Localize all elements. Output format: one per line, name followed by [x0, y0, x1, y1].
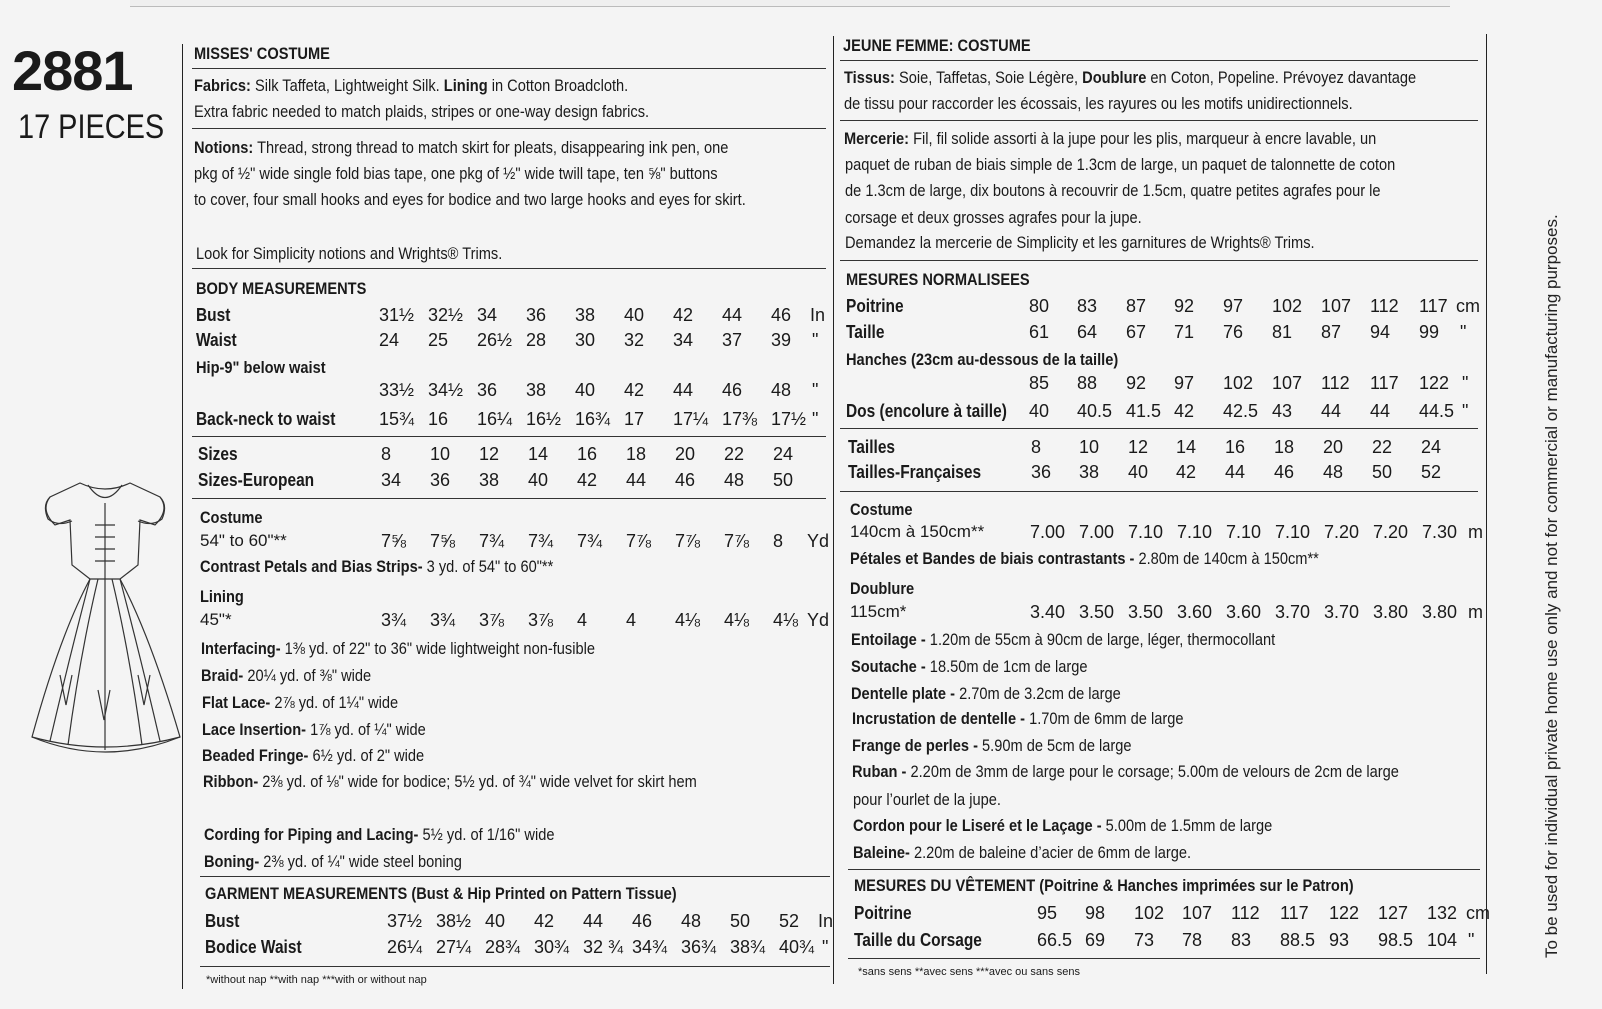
- beaded-fringe-line: Beaded Fringe- 6½ yd. of 2" wide: [202, 746, 425, 765]
- notions-line-1: Notions: Thread, strong thread to match skirt for pleats, disappearing ink pen, one: [194, 138, 729, 157]
- column-divider-left: [182, 44, 183, 989]
- interfacing-line: Interfacing- 1⅜ yd. of 22" to 36" wide lightweight non-fusible: [201, 639, 595, 658]
- lace-insertion-line: Lace Insertion- 1⅞ yd. of ¼" wide: [202, 720, 426, 739]
- dentelle-line: Dentelle plate - 2.70m de 3.2cm de large: [851, 684, 1121, 703]
- ribbon-line: Ribbon- 2⅜ yd. of ⅛" wide for bodice; 5½ yd. of ¾" wide velvet for skirt hem: [203, 772, 697, 791]
- pattern-number: 2881: [12, 39, 133, 102]
- vetement-title: MESURES DU VÊTEMENT (Poitrine & Hanches imprimées sur le Patron): [854, 876, 1354, 895]
- baleine-line: Baleine- 2.20m de baleine d’acier de 6mm de large.: [853, 843, 1192, 862]
- boning-line: Boning- 2⅜ yd. of ¼" wide steel boning: [204, 852, 462, 871]
- entoilage-line: Entoilage - 1.20m de 55cm à 90cm de large, léger, thermocollant: [851, 630, 1276, 649]
- look-for: Look for Simplicity notions and Wrights® Trims.: [196, 244, 503, 263]
- frange-line: Frange de perles - 5.90m de 5cm de large: [852, 736, 1132, 755]
- braid-line: Braid- 20¼ yd. of ⅜" wide: [201, 666, 372, 685]
- garment-measurements-title: GARMENT MEASUREMENTS (Bust & Hip Printed on Pattern Tissue): [205, 884, 677, 903]
- flat-lace-line: Flat Lace- 2⅞ yd. of 1¼" wide: [202, 693, 399, 712]
- hip-label: Hip-9" below waist: [196, 358, 326, 377]
- envelope-edge: [130, 0, 1450, 7]
- notions-line-3: to cover, four small hooks and eyes for bodice and two large hooks and eyes for skirt.: [194, 190, 746, 209]
- soutache-line: Soutache - 18.50m de 1cm de large: [851, 657, 1088, 676]
- doublure-label: Doublure: [850, 579, 915, 598]
- right-footnote: *sans sens **avec sens ***avec ou sans sens: [858, 966, 1080, 978]
- mercerie-line-3: de 1.3cm de large, dix boutons à recouvrir de 1.5cm, quatre petites agrafes pour le: [845, 181, 1381, 200]
- petales-line: Pétales et Bandes de biais contrastants - 2.80m de 140cm à 150cm**: [850, 549, 1319, 568]
- mesures-title: MESURES NORMALISEES: [846, 270, 1030, 289]
- right-title: JEUNE FEMME: COSTUME: [843, 36, 1031, 55]
- tissus-line: Tissus: Soie, Taffetas, Soie Légère, Doublure en Coton, Popeline. Prévoyez davantage: [844, 68, 1417, 87]
- contrast-line: Contrast Petals and Bias Strips- 3 yd. of 54" to 60"**: [200, 557, 554, 576]
- usage-side-note: To be used for individual private home use only and not for commercial or manufacturing purposes.: [1542, 214, 1561, 958]
- mercerie-line-1: Mercerie: Fil, fil solide assorti à la jupe pour les plis, marqueur à encre lavable, un: [844, 129, 1377, 148]
- body-measurements-title: BODY MEASUREMENTS: [196, 279, 367, 298]
- column-divider-right: [1486, 34, 1487, 974]
- ruban-line-2: pour l’ourlet de la jupe.: [853, 790, 1001, 809]
- right-costume-label: Costume: [850, 500, 913, 519]
- cordon-line: Cordon pour le Liseré et le Laçage - 5.00m de 1.5mm de large: [853, 816, 1273, 835]
- incrustation-line: Incrustation de dentelle - 1.70m de 6mm de large: [852, 709, 1184, 728]
- tissus-line-2: de tissu pour raccorder les écossais, les rayures ou les motifs unidirectionnels.: [844, 94, 1353, 113]
- costume-illustration: [20, 475, 190, 760]
- mercerie-line-4: corsage et deux grosses agrafes pour la jupe.: [845, 208, 1142, 227]
- pattern-envelope-back: 2881 17 PIECES MISSES' COSTUME Fabrics: Silk Taffeta, Lightweight Silk. Lining in Cotton Broadcloth. Extra fabric needed to match plaids, stripes or one-way design fabrics. Notions: Thread, strong thread to match skirt for pleats, disappearing ink pen, one pkg of ½" wide single fold bias tape, one pkg of ½" wide twill tape, ten ⅝" buttons to cover, four small hooks and eyes for bodice and two large hooks and eyes for skirt. Look for Simplicity notions and Wrights® Trims. BODY MEASUREMENTS Bust 31½ 32½ 34 36 38 40 42 44 46 In Waist 24 25 26½ 28 30 32 34 37 39 " Hip-9" below waist 33½ 34½ 36 38 40 42 44 46 48 " Back-neck to waist 15¾ 16 16¼ 16½ 16¾ 17 17¼ 17⅜ 17½ " Sizes 8 10 12 14 16 18 20 22 24 Sizes-European 34 36 38 40 42 44 46 48 50 Costume 54" to 60"** 7⅝ 7⅝ 7¾ 7¾ 7¾ 7⅞ 7⅞ 7⅞ 8 Yd Contrast Petals and Bias Strips- 3 yd. of 54" to 60"** Lining 45"* 3¾ 3¾ 3⅞ 3⅞ 4 4 4⅛ 4⅛ 4⅛ Yd Interfacing- 1⅜ yd. of 22" to 36" wide lightweight non-fusible Braid- 20¼ yd. of ⅜" wide Flat Lace- 2⅞ yd. of 1¼" wide Lace Insertion- 1⅞ yd. of ¼" wide Beaded Fringe- 6½ yd. of 2" wide Ribbon- 2⅜ yd. of ⅛" wide for bodice; 5½ yd. of ¾" wide velvet for skirt hem Cording for Piping and Lacing- 5½ yd. of 1/16" wide Boning- 2⅜ yd. of ¼" wide steel boning GARMENT MEASUREMENTS (Bust & Hip Printed on Pattern Tissue) Bust 37½ 38½ 40 42 44 46 48 50 52 In Bodice Waist 26¼ 27¼ 28¾ 30¾ 32 ¾ 34¾ 36¾ 38¾ 40¾ " *without nap **with nap ***with or without nap JEUNE FEMME: COSTUME Tissus: Soie, Taffetas, Soie Légère, Doublure en Coton, Popeline. Prévoyez davantage de tissu pour raccorder les écossais, les rayures ou les motifs unidirectionnels. Mercerie: Fil, fil solide assorti à la jupe pour les plis, marqueur à encre lavable, un paquet de ruban de biais simple de 1.3cm de large, un paquet de talonnette de coton de 1.3cm de large, dix boutons à recouvrir de 1.5cm, quatre petites agrafes pour le corsage et deux grosses agrafes pour la jupe. Demandez la mercerie de Simplicity et les garnitures de Wrights® Trims. MESURES NORMALISEES Poitrine 80 83 87 92 97 102 107 112 117 cm Taille 61 64 67 71 76 81 87 94 99 " Hanches (23cm au-dessous de la taille) 85 88 92 97 102 107 112 117 122 " Dos (encolure à taille) 40 40.5 41.5 42 42.5 43 44 44 44.5 " Tailles 8 10 12 14 16 18 20 22 24 Tailles-Françaises 36 38 40 42 44 46 48 50 52 Costume 140cm à 150cm** 7.00 7.00 7.10 7.10 7.10 7.10 7.20 7.20 7.30 m Pétales et Bandes de biais contrastants - 2.80m de 140cm à 150cm** Doublure 115cm* 3.40 3.50 3.50 3.60 3.60 3.70 3.70 3.80 3.80 m Entoilage - 1.20m de 55cm à 90cm de large, léger, thermocollant Soutache - 18.50m de 1cm de large Dentelle plate - 2.70m de 3.2cm de large Incrustation de dentelle - 1.70m de 6mm de large Frange de perles - 5.90m de 5cm de large Ruban - 2.20m de 3mm de large pour le corsage; 5.00m de velours de 2cm de large pour l’ourlet de la jupe. Cordon pour le Liseré et le Laçage - 5.00m de 1.5mm de large Baleine- 2.20m de baleine d’acier de 6mm de large. MESURES DU VÊTEMENT (Poitrine & Hanches imprimées sur le Patron) Poitrine 95 98 102 107 112 117 122 127 132 cm Taille du Corsage 66.5 69 73 78 83 88.5 93 98.5 104 " *sans sens **avec sens ***avec ou sans sens To be used for individual private home use only and not for commercial or manufacturing purposes.: [0, 0, 1602, 1009]
- fabrics-line: Fabrics: Silk Taffeta, Lightweight Silk. Lining in Cotton Broadcloth.: [194, 76, 629, 95]
- mercerie-line-5: Demandez la mercerie de Simplicity et les garnitures de Wrights® Trims.: [845, 233, 1315, 252]
- column-divider-center: [833, 36, 834, 984]
- costume-label: Costume: [200, 508, 263, 527]
- notions-line-2: pkg of ½" wide single fold bias tape, one pkg of ½" wide twill tape, ten ⅝" buttons: [194, 164, 718, 183]
- ruban-line-1: Ruban - 2.20m de 3mm de large pour le corsage; 5.00m de velours de 2cm de large: [852, 762, 1399, 781]
- hanches-label: Hanches (23cm au-dessous de la taille): [846, 350, 1119, 369]
- mercerie-line-2: paquet de ruban de biais simple de 1.3cm de large, un paquet de talonnette de coton: [845, 155, 1396, 174]
- left-title: MISSES' COSTUME: [194, 44, 330, 63]
- cording-line: Cording for Piping and Lacing- 5½ yd. of 1/16" wide: [204, 825, 555, 844]
- left-footnote: *without nap **with nap ***with or without nap: [206, 974, 427, 986]
- pieces-count: 17 PIECES: [18, 108, 165, 146]
- lining-label: Lining: [200, 587, 244, 606]
- fabrics-line-2: Extra fabric needed to match plaids, stripes or one-way design fabrics.: [194, 102, 650, 121]
